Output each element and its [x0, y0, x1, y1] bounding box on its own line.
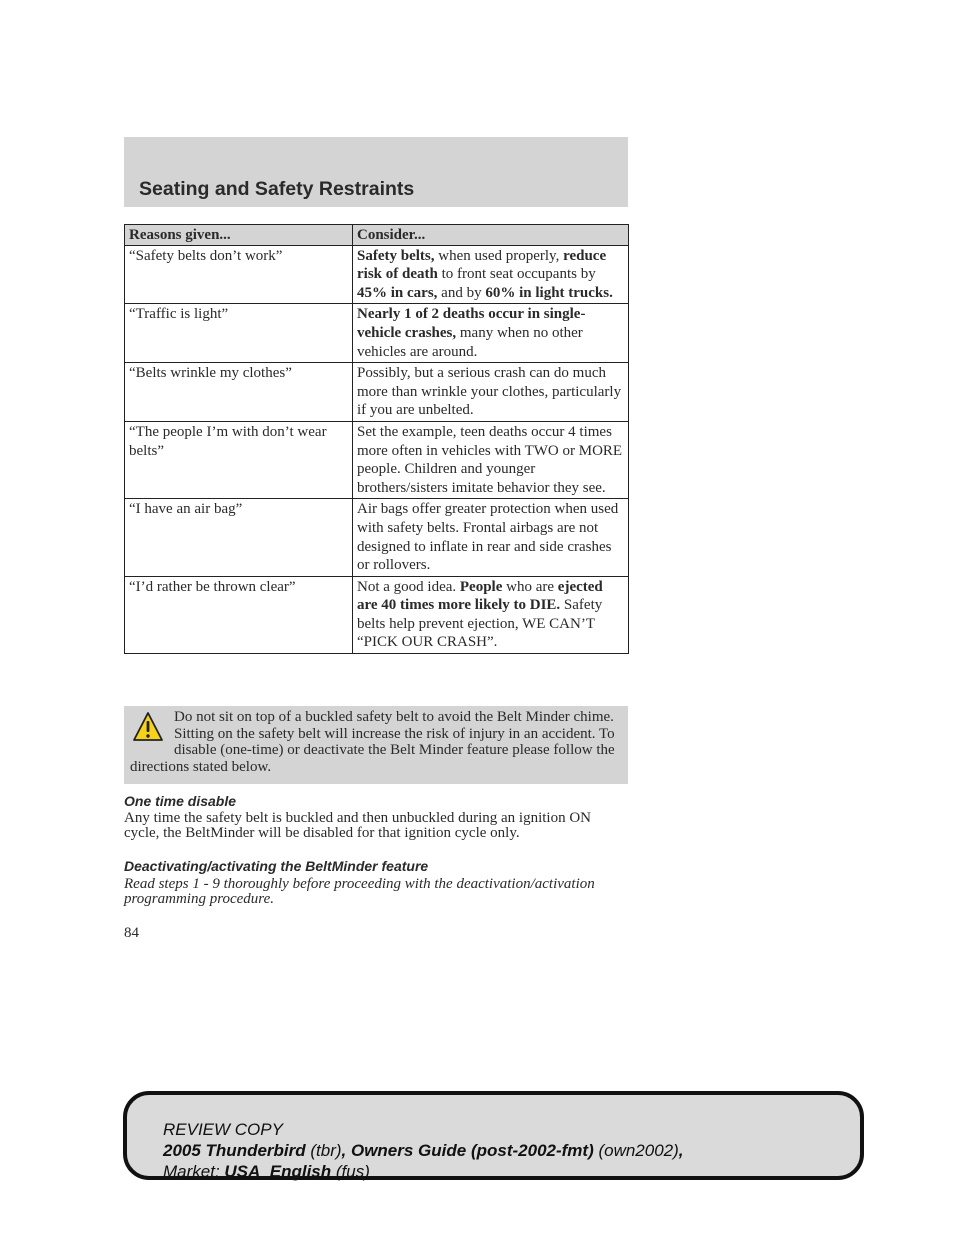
consider-bold-text: Safety belts,: [357, 247, 435, 264]
reasons-table: [124, 224, 629, 654]
table-row: [125, 245, 629, 304]
review-copy-label: REVIEW COPY: [163, 1120, 283, 1139]
consider-text: and by: [437, 284, 486, 301]
consider-text: Safety belts help prevent ejection, WE CAN’T “PICK OUR CRASH”.: [357, 597, 603, 651]
review-copy-footer: [123, 1091, 864, 1180]
consider-bold-text: reduce risk of death: [357, 247, 607, 283]
section-header-band: [124, 137, 628, 207]
table-row: [125, 576, 629, 653]
table-row: [125, 499, 629, 576]
consider-text: Set the example, teen deaths occur 4 times more often in vehicles with TWO or MORE people. Children and younger brothers/sisters imitate behavior they see.: [357, 423, 623, 496]
column-header-consider: Consider...: [353, 225, 629, 246]
table-row: [125, 421, 629, 498]
table-row: [125, 304, 629, 363]
consider-text: Possibly, but a serious crash can do much more than wrinkle your clothes, particularly if you are unbelted.: [357, 365, 622, 419]
consider-cell: [353, 245, 629, 304]
warning-box: [124, 706, 628, 784]
table-row: [125, 363, 629, 422]
consider-cell: [353, 499, 629, 576]
consider-cell: [353, 304, 629, 363]
consider-bold-text: 60% in light trucks.: [485, 284, 613, 301]
warning-triangle-icon: [132, 710, 164, 744]
warning-text: Do not sit on top of a buckled safety belt to avoid the Belt Minder chime. Sitting on the safety belt will increase the risk of injury in an accident. To disable (one-time) or deactivate the Belt Minder feature please follow the directions stated below.: [130, 709, 615, 775]
consider-cell: [353, 421, 629, 498]
consider-cell: [353, 576, 629, 653]
consider-text: who are: [502, 578, 558, 595]
table-header-row: [125, 225, 629, 246]
reason-cell: “I’d rather be thrown clear”: [125, 576, 353, 653]
consider-text: when used properly,: [434, 247, 564, 264]
column-header-reasons: Reasons given...: [125, 225, 353, 246]
deactivating-section: [124, 858, 628, 908]
footer-market-code: (fus): [331, 1162, 370, 1181]
consider-text: to front seat occupants by: [437, 266, 596, 283]
one-time-disable-text: Any time the safety belt is buckled and then unbuckled during an ignition ON cycle, the BeltMinder will be disabled for that ignition cycle only.: [124, 810, 591, 842]
footer-market: USA_English: [224, 1162, 332, 1181]
reason-cell: “I have an air bag”: [125, 499, 353, 576]
consider-bold-text: People: [459, 578, 503, 595]
consider-bold-text: ejected are 40 times more likely to DIE.: [357, 578, 603, 614]
consider-bold-text: 45% in cars,: [357, 284, 438, 301]
reason-cell: “Safety belts don’t work”: [125, 245, 353, 304]
consider-text: Not a good idea.: [357, 578, 460, 595]
table-body: [125, 245, 629, 653]
footer-market-label: Market:: [163, 1162, 225, 1181]
consider-text: many when no other vehicles are around.: [357, 324, 583, 360]
reason-cell: “The people I’m with don’t wear belts”: [125, 421, 353, 498]
one-time-disable-heading: One time disable: [124, 793, 237, 809]
one-time-disable-section: [124, 793, 628, 842]
reason-cell: “Belts wrinkle my clothes”: [125, 363, 353, 422]
consider-text: Air bags offer greater protection when used with safety belts. Frontal airbags are not designed to inflate in rear and side crashes or rollovers.: [357, 501, 619, 574]
deactivating-heading: Deactivating/activating the BeltMinder feature: [124, 858, 429, 874]
footer-model-code: (tbr): [305, 1141, 342, 1160]
footer-model: 2005 Thunderbird: [163, 1141, 306, 1160]
footer-trail: ,: [678, 1141, 684, 1160]
footer-guide: , Owners Guide (post-2002-fmt): [341, 1141, 594, 1160]
consider-bold-text: Nearly 1 of 2 deaths occur in single-vehicle crashes,: [357, 306, 586, 341]
deactivating-text: Read steps 1 - 9 thoroughly before proceeding with the deactivation/activation programming procedure.: [124, 876, 595, 908]
consider-cell: [353, 363, 629, 422]
page-number: 84: [124, 925, 139, 941]
footer-guide-code: (own2002): [593, 1141, 679, 1160]
section-title: Seating and Safety Restraints: [139, 178, 415, 200]
reason-cell: “Traffic is light”: [125, 304, 353, 363]
